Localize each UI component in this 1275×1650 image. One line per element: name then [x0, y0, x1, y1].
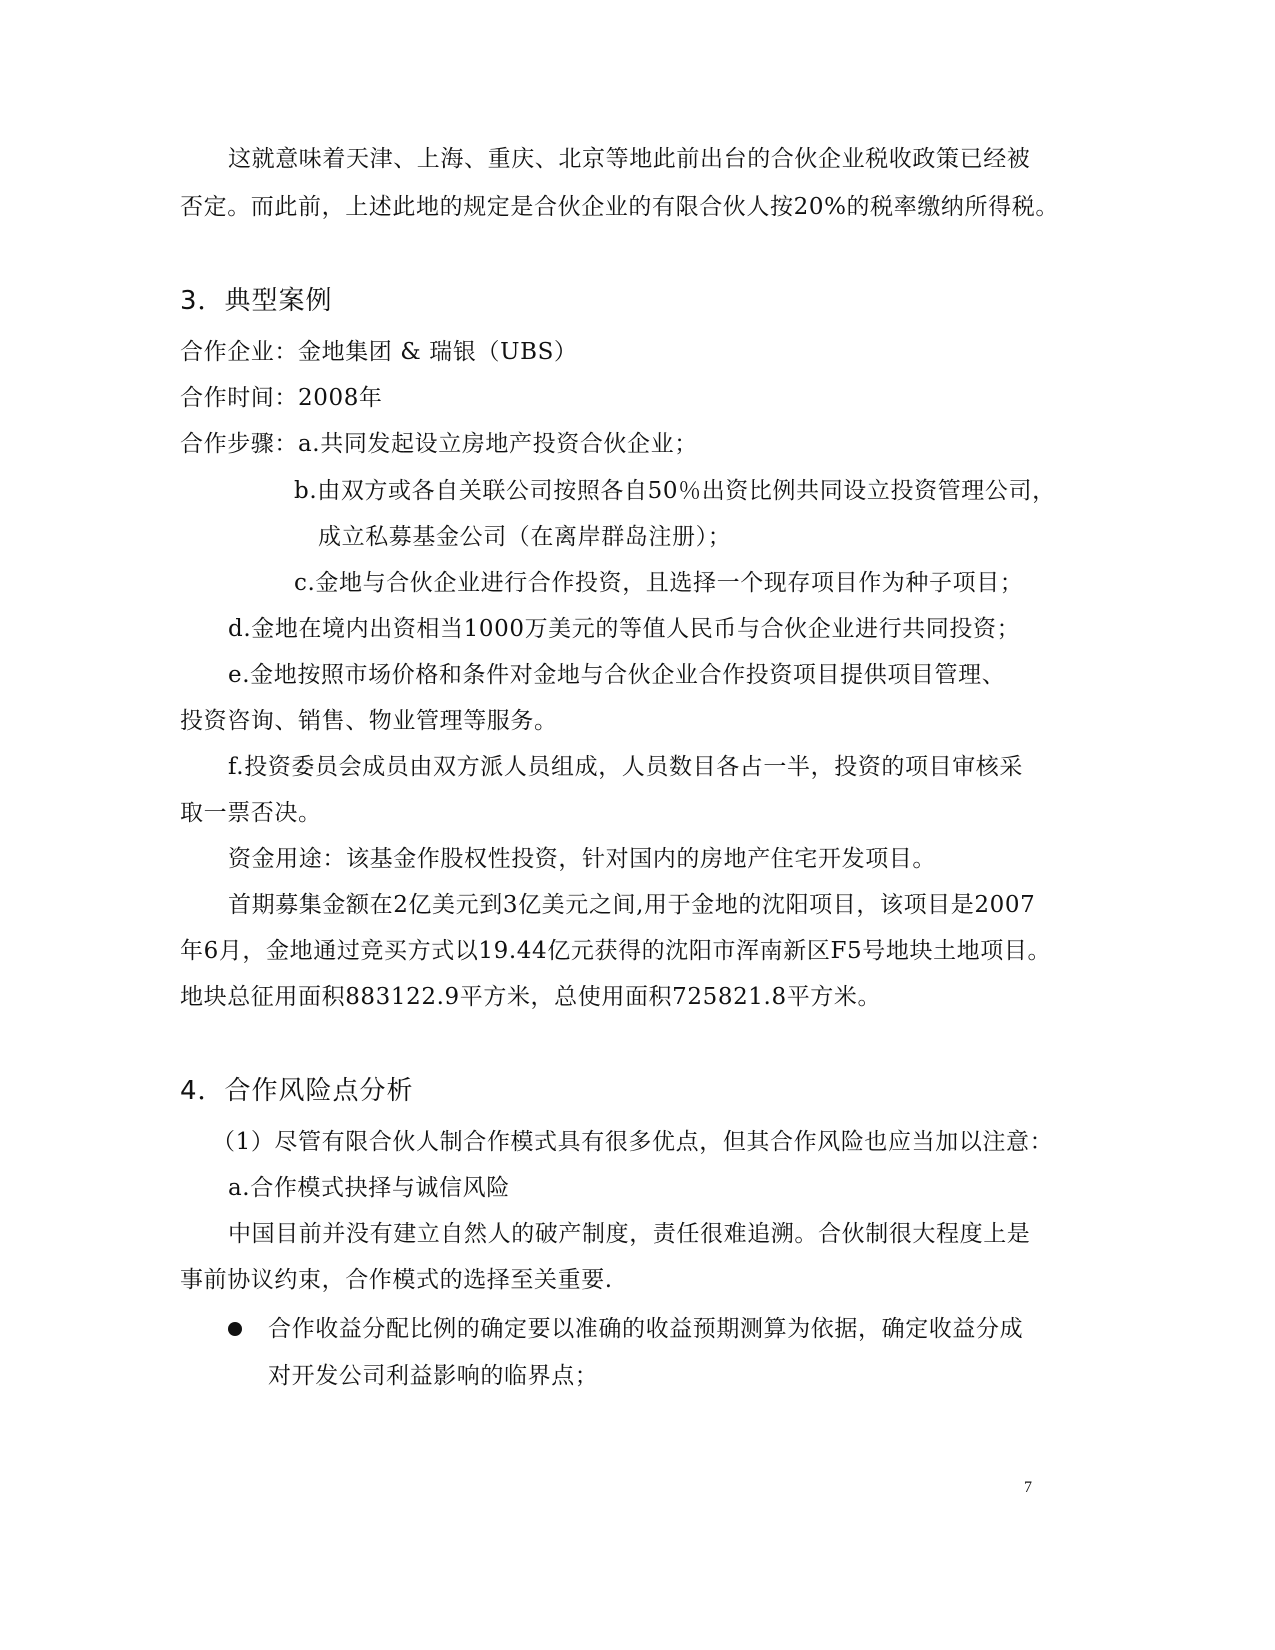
partners-line: 合作企业：金地集团 & 瑞银（UBS）: [180, 339, 578, 365]
step-f-line-2: 取一票否决。: [180, 800, 322, 826]
risk-sub-a: a.合作模式抉择与诚信风险: [228, 1175, 510, 1201]
page-number: 7: [1024, 1479, 1032, 1496]
steps-a-line: 合作步骤：a.共同发起设立房地产投资合伙企业；: [180, 431, 698, 457]
time-line: 合作时间：2008年: [180, 385, 383, 411]
bullet-line-2: 对开发公司利益影响的临界点；: [268, 1363, 599, 1389]
step-c-line: c.金地与合伙企业进行合作投资，且选择一个现存项目作为种子项目；: [294, 570, 1024, 596]
intro-line-2: 否定。而此前，上述此地的规定是合伙企业的有限合伙人按20%的税率缴纳所得税。: [180, 194, 1059, 220]
intro-line-1: 这就意味着天津、上海、重庆、北京等地此前出台的合伙企业税收政策已经被: [228, 146, 1031, 172]
step-e-line-1: e.金地按照市场价格和条件对金地与合伙企业合作投资项目提供项目管理、: [228, 662, 1006, 688]
risk-para-line-2: 事前协议约束，合作模式的选择至关重要.: [180, 1267, 613, 1293]
section-4-heading: 4．合作风险点分析: [180, 1076, 414, 1106]
step-d-line: d.金地在境内出资相当1000万美元的等值人民币与合伙企业进行共同投资；: [228, 616, 1021, 642]
step-b-line-1: b.由双方或各自关联公司按照各自50％出资比例共同设立投资管理公司，: [294, 478, 1056, 504]
usage-line: 资金用途：该基金作股权性投资，针对国内的房地产住宅开发项目。: [228, 846, 936, 872]
funding-line-1: 首期募集金额在2亿美元到3亿美元之间,用于金地的沈阳项目，该项目是2007: [228, 892, 1036, 918]
bullet-line-1: 合作收益分配比例的确定要以准确的收益预期测算为依据，确定收益分成: [268, 1316, 1024, 1342]
bullet-dot-icon: [228, 1322, 242, 1336]
section-3-heading: 3．典型案例: [180, 286, 333, 316]
risk-intro-line: （1）尽管有限合伙人制合作模式具有很多优点，但其合作风险也应当加以注意：: [212, 1129, 1054, 1155]
risk-para-line-1: 中国目前并没有建立自然人的破产制度，责任很难追溯。合伙制很大程度上是: [228, 1221, 1031, 1247]
funding-line-2: 年6月，金地通过竞买方式以19.44亿元获得的沈阳市浑南新区F5号地块土地项目。: [180, 938, 1052, 964]
step-b-line-2: 成立私募基金公司（在离岸群岛注册）；: [318, 524, 732, 550]
step-f-line-1: f.投资委员会成员由双方派人员组成，人员数目各占一半，投资的项目审核采: [228, 754, 1024, 780]
step-e-line-2: 投资咨询、销售、物业管理等服务。: [180, 708, 558, 734]
funding-line-3: 地块总征用面积883122.9平方米，总使用面积725821.8平方米。: [180, 984, 882, 1010]
